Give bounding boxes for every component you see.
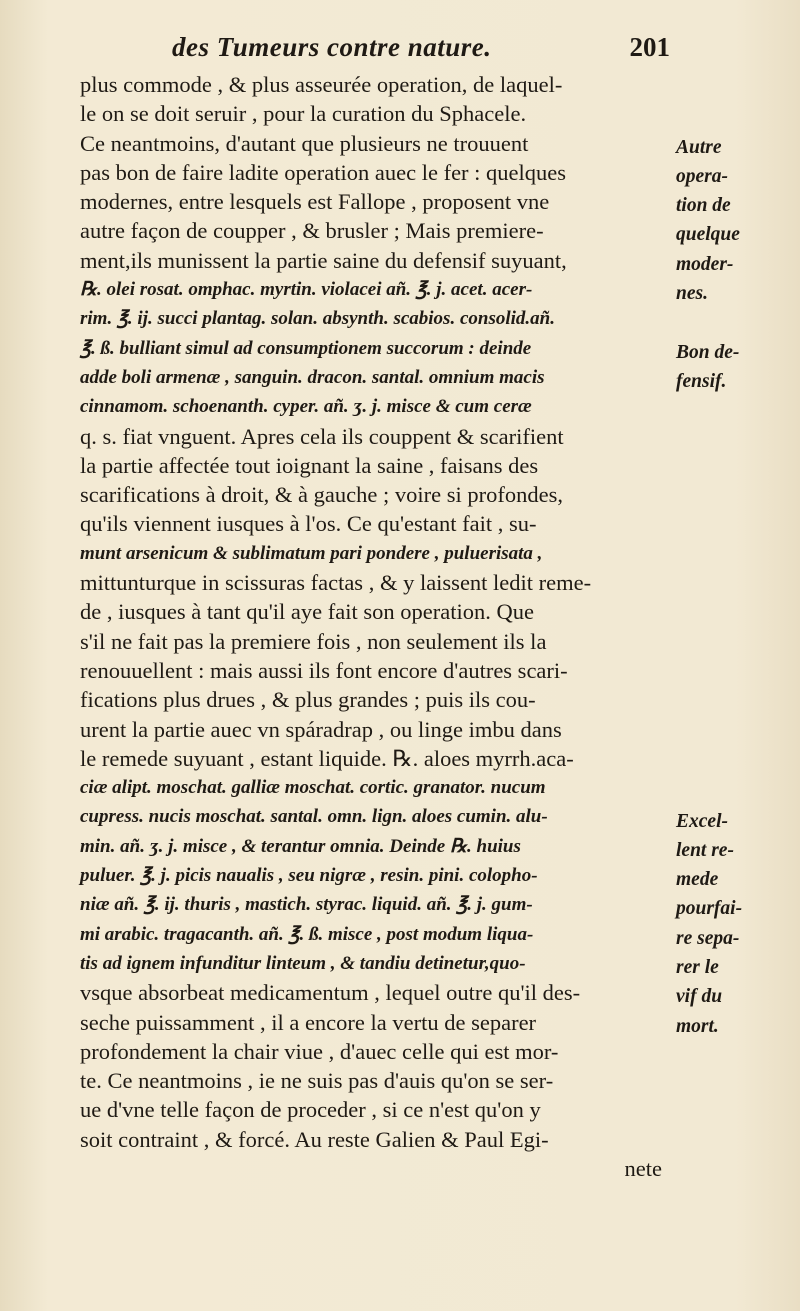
text-line: la partie affectée tout ioignant la saine , faisans des [80, 452, 539, 478]
margin-note-line: tion de [676, 195, 731, 217]
text-line: pas bon de faire ladite operation auec le fer : quelques [80, 159, 567, 185]
margin-note-line: pourfai- [676, 898, 743, 920]
text-line: niæ añ. ℥. ij. thuris , mastich. styrac. liquid. añ. ℥. j. gum- [80, 894, 533, 916]
margin-note [676, 133, 786, 309]
text-line: fications plus drues , & plus grandes ; puis ils cou- [80, 687, 536, 713]
text-line: ment,ils munissent la partie saine du defensif suyuant, [80, 247, 567, 273]
text-line: te. Ce neantmoins , ie ne suis pas d'auis qu'on se ser- [80, 1068, 554, 1094]
margin-note-line: re sepa- [676, 927, 740, 949]
text-line: nete [624, 1155, 662, 1181]
margin-note-line: Autre [676, 136, 722, 158]
text-line: cinnamom. schoenanth. cyper. añ. ʒ. j. misce & cum ceræ [80, 396, 532, 418]
text-line: seche puissamment , il a encore la vertu de separer [80, 1009, 537, 1035]
margin-note-line: moder- [676, 253, 734, 275]
text-line: le on se doit seruir , pour la curation du Sphacele. [80, 101, 527, 127]
text-line: munt arsenicum & sublimatum pari pondere , puluerisata , [80, 542, 543, 564]
text-line: urent la partie auec vn spáradrap , ou linge imbu dans [80, 716, 562, 742]
text-line: mi arabic. tragacanth. añ. ℥. ß. misce , post modum liqua- [80, 923, 534, 945]
margin-note-line: mede [676, 869, 719, 891]
running-header [172, 32, 670, 63]
margin-note-line: vif du [676, 986, 723, 1008]
margin-note-line: quelque [676, 224, 740, 246]
margin-note-line: lent re- [676, 839, 734, 861]
text-line: min. añ. ʒ. j. misce , & terantur omnia. Deinde ℞. huius [80, 835, 521, 857]
text-line: ℥. ß. bulliant simul ad consumptionem succorum : deinde [80, 337, 532, 359]
page-number: 201 [629, 32, 670, 62]
margin-note [676, 807, 786, 1041]
margin-note [676, 338, 786, 397]
margin-note-line: fensif. [676, 370, 727, 392]
text-line: tis ad ignem infunditur linteum , & tandiu detinetur,quo- [80, 952, 526, 974]
text-line: qu'ils viennent iusques à l'os. Ce qu'estant fait , su- [80, 511, 537, 537]
text-line: rim. ℥. ij. succi plantag. solan. absynth. scabios. consolid.añ. [80, 308, 555, 330]
text-line: cupress. nucis moschat. santal. omn. lign. aloes cumin. alu- [80, 806, 548, 828]
margin-note-line: mort. [676, 1015, 719, 1037]
main-text-block [80, 70, 662, 1183]
text-line: ciæ alipt. moschat. galliæ moschat. cortic. granator. nucum [80, 777, 546, 799]
text-line: profondement la chair viue , d'auec celle qui est mor- [80, 1038, 559, 1064]
text-line: Ce neantmoins, d'autant que plusieurs ne trouuent [80, 130, 529, 156]
margin-note-line: rer le [676, 956, 719, 978]
text-line: autre façon de coupper , & brusler ; Mais premiere- [80, 218, 544, 244]
text-line: modernes, entre lesquels est Fallope , proposent vne [80, 189, 550, 215]
text-line: plus commode , & plus asseurée operation, de laquel- [80, 72, 563, 97]
text-line: le remede suyuant , estant liquide. ℞. aloes myrrh.aca- [80, 745, 574, 771]
text-line: ue d'vne telle façon de proceder , si ce n'est qu'on y [80, 1097, 541, 1123]
text-line: vsque absorbeat medicamentum , lequel outre qu'il des- [80, 980, 581, 1006]
text-line: de , iusques à tant qu'il aye fait son operation. Que [80, 599, 534, 625]
text-line: puluer. ℥. j. picis naualis , seu nigræ , resin. pini. colopho- [80, 865, 538, 887]
text-line: scarifications à droit, & à gauche ; voire si profondes, [80, 482, 563, 508]
text-line: renouuellent : mais aussi ils font encore d'autres scari- [80, 657, 568, 683]
margin-note-line: Excel- [676, 810, 728, 832]
margin-note-line: opera- [676, 165, 728, 187]
margin-note-line: Bon de- [676, 341, 740, 363]
text-line: ℞. olei rosat. omphac. myrtin. violacei añ. ℥. j. acet. acer- [80, 279, 533, 301]
text-line: s'il ne fait pas la premiere fois , non seulement ils la [80, 628, 547, 654]
margin-note-line: nes. [676, 283, 708, 305]
text-line: mittunturque in scissuras factas , & y laissent ledit reme- [80, 570, 592, 596]
text-line: soit contraint , & forcé. Au reste Galien & Paul Egi- [80, 1126, 549, 1152]
text-line: q. s. fiat vnguent. Apres cela ils couppent & scarifient [80, 423, 564, 449]
text-line: adde boli armenæ , sanguin. dracon. santal. omnium macis [80, 366, 545, 388]
running-title: des Tumeurs contre nature. [172, 32, 492, 62]
